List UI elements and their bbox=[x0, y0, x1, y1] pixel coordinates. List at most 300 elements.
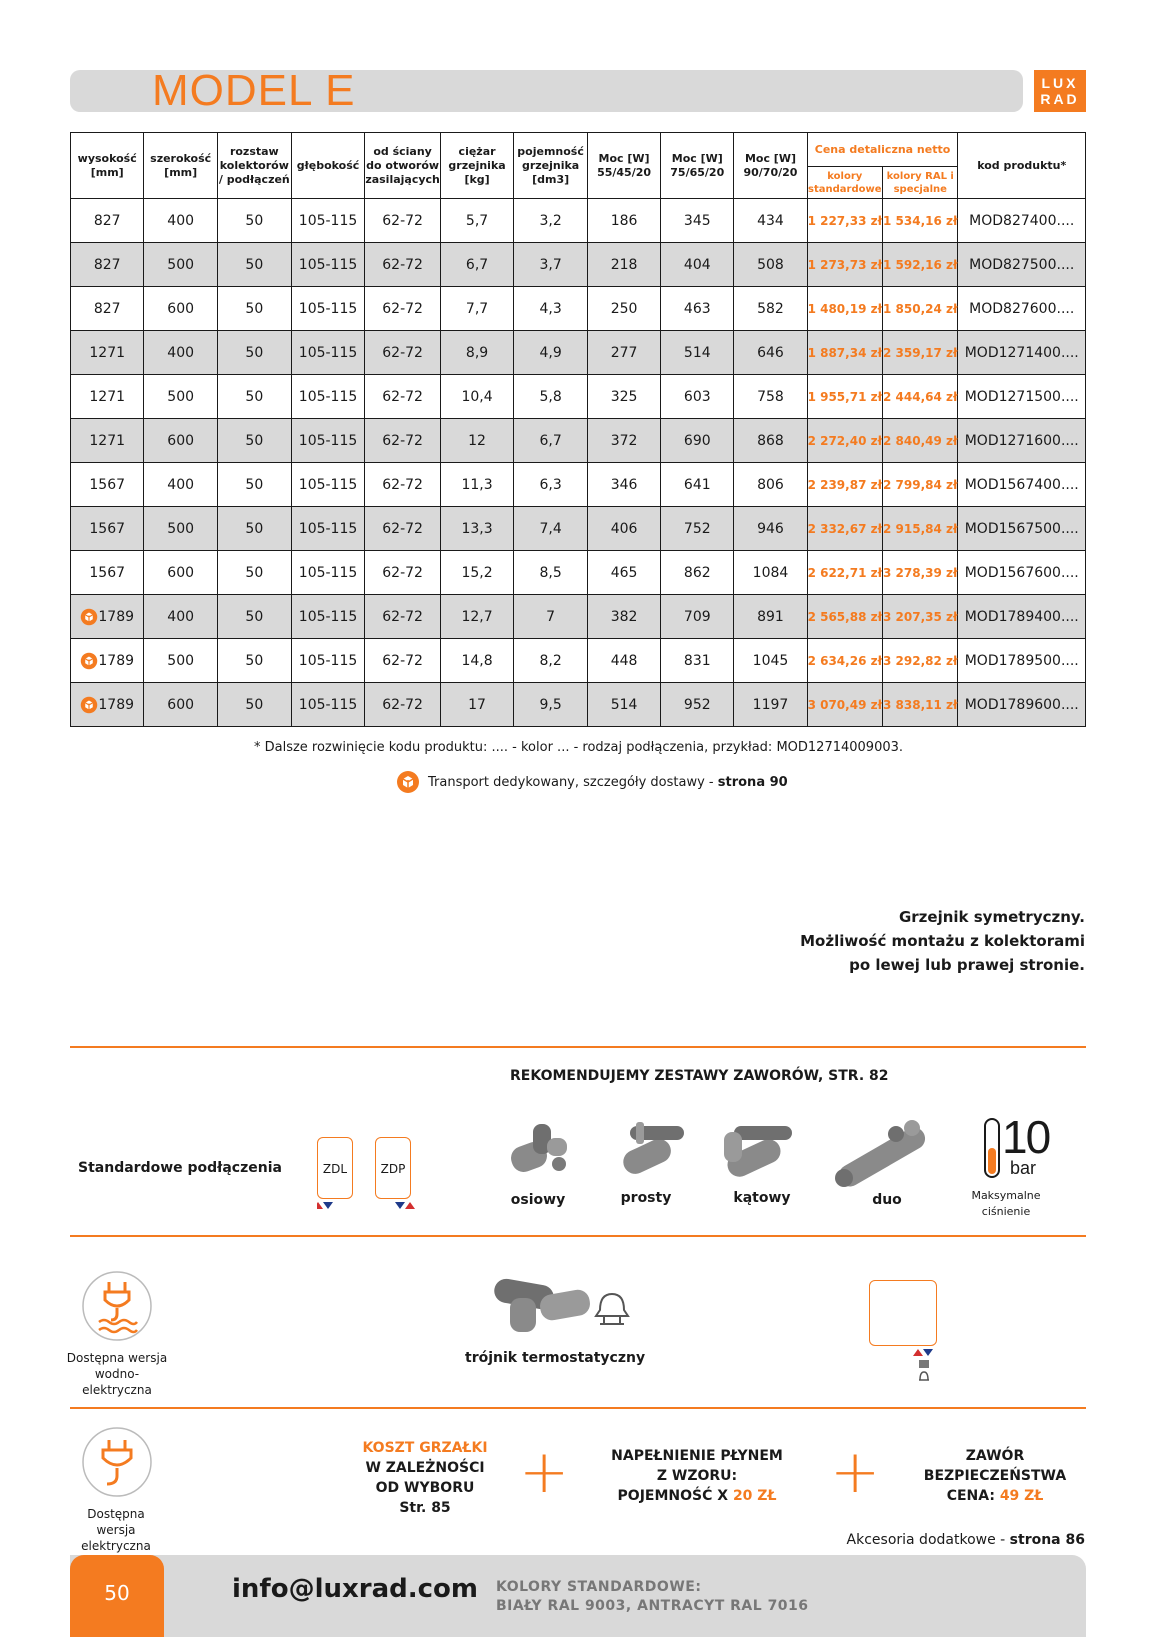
radiator-connection-icon bbox=[913, 1346, 937, 1386]
cell-w-value: 500 bbox=[167, 256, 195, 273]
cell-o-value: 62-72 bbox=[382, 564, 423, 581]
zdl-connection bbox=[317, 1137, 353, 1211]
valve-prosty-label: prosty bbox=[620, 1190, 672, 1206]
cell-o-value: 62-72 bbox=[382, 256, 423, 273]
pressure-caption-2: ciśnienie bbox=[981, 1205, 1031, 1218]
cell-code-value: MOD827600.... bbox=[969, 300, 1075, 317]
cell-c2-value: 3 278,39 zł bbox=[883, 565, 958, 580]
col-capacity: pojemność grzejnika [dm3] bbox=[514, 133, 588, 199]
electric-icon-wrap bbox=[81, 1426, 153, 1502]
cell-code bbox=[958, 243, 1086, 287]
cell-d bbox=[291, 331, 365, 375]
cell-d bbox=[291, 463, 365, 507]
cell-p3 bbox=[734, 551, 807, 595]
cell-c2 bbox=[883, 507, 958, 551]
valve-prosty bbox=[618, 1120, 690, 1186]
cell-o-value: 62-72 bbox=[382, 520, 423, 537]
fill-line1: NAPEŁNIENIE PŁYNEM bbox=[611, 1448, 783, 1464]
cell-p3-value: 946 bbox=[757, 520, 784, 537]
cell-w bbox=[144, 463, 218, 507]
cell-c1 bbox=[807, 683, 882, 727]
cell-h bbox=[71, 595, 144, 639]
cell-c1-value: 2 332,67 zł bbox=[807, 521, 883, 536]
cell-dm-value: 7,4 bbox=[539, 520, 562, 537]
cell-s bbox=[217, 287, 291, 331]
cell-p1 bbox=[587, 331, 660, 375]
cell-s-value: 50 bbox=[245, 608, 264, 625]
radiator-connection bbox=[869, 1280, 937, 1346]
cell-p2-value: 603 bbox=[683, 388, 711, 405]
cell-d bbox=[291, 287, 365, 331]
cell-p2-value: 345 bbox=[683, 212, 711, 229]
cell-o-value: 62-72 bbox=[382, 344, 423, 361]
cell-p3 bbox=[734, 199, 807, 243]
cell-s-value: 50 bbox=[245, 388, 264, 405]
cell-o-value: 62-72 bbox=[382, 212, 423, 229]
cell-h-value: 827 bbox=[93, 300, 121, 317]
cell-o bbox=[365, 331, 441, 375]
cell-kg-value: 7,7 bbox=[465, 300, 489, 317]
cell-p3-value: 1197 bbox=[752, 696, 789, 713]
cell-o bbox=[365, 463, 441, 507]
electric-caption-1: Dostępna wersja bbox=[87, 1507, 145, 1537]
cell-p1-value: 465 bbox=[610, 564, 638, 581]
cell-s bbox=[217, 683, 291, 727]
contact-email[interactable]: info@luxrad.com bbox=[232, 1574, 479, 1604]
cell-o-value: 62-72 bbox=[382, 432, 423, 449]
cell-kg bbox=[440, 419, 513, 463]
cell-dm bbox=[514, 595, 588, 639]
col-code: kod produktu* bbox=[958, 133, 1086, 199]
accessories-page: strona 86 bbox=[1009, 1532, 1085, 1548]
cell-p3 bbox=[734, 419, 807, 463]
cell-kg-value: 10,4 bbox=[461, 388, 493, 405]
heater-cost-page: Str. 85 bbox=[399, 1500, 451, 1516]
cell-s bbox=[217, 199, 291, 243]
cell-c2-value: 1 850,24 zł bbox=[883, 301, 958, 316]
cell-kg bbox=[440, 375, 513, 419]
cell-p3-value: 646 bbox=[757, 344, 784, 361]
cell-c1-value: 3 070,49 zł bbox=[807, 697, 883, 712]
pressure-caption bbox=[966, 1188, 1046, 1220]
cell-c1-value: 2 622,71 zł bbox=[807, 565, 883, 580]
pressure-value: 10 bbox=[1002, 1111, 1050, 1163]
cell-kg bbox=[440, 683, 513, 727]
cell-kg-value: 6,7 bbox=[465, 256, 489, 273]
zdl-label: ZDL bbox=[317, 1137, 353, 1199]
cell-kg bbox=[440, 551, 513, 595]
cell-w-value: 500 bbox=[167, 388, 195, 405]
cell-kg-value: 17 bbox=[468, 696, 486, 713]
cell-d bbox=[291, 375, 365, 419]
cell-c2 bbox=[883, 463, 958, 507]
col-spacing: rozstaw kolektorów / podłączeń bbox=[217, 133, 291, 199]
cell-p1 bbox=[587, 639, 660, 683]
cell-h-value: 827 bbox=[93, 256, 121, 273]
cell-w-value: 600 bbox=[167, 432, 195, 449]
cell-s-value: 50 bbox=[245, 520, 264, 537]
cell-p1-value: 406 bbox=[610, 520, 638, 537]
cell-c1-value: 1 480,19 zł bbox=[807, 301, 883, 316]
accessories-text: Akcesoria dodatkowe - bbox=[846, 1532, 1010, 1548]
cell-s-value: 50 bbox=[245, 256, 264, 273]
cell-c1 bbox=[807, 375, 882, 419]
table-row bbox=[71, 199, 1086, 243]
accessories-note bbox=[847, 1532, 1085, 1548]
cell-d-value: 105-115 bbox=[298, 256, 358, 273]
heater-cost-line3: OD WYBORU bbox=[375, 1480, 475, 1496]
cell-w-value: 400 bbox=[167, 344, 195, 361]
cell-o bbox=[365, 243, 441, 287]
cell-c1 bbox=[807, 331, 882, 375]
cell-kg-value: 13,3 bbox=[461, 520, 493, 537]
cell-p1-value: 277 bbox=[610, 344, 638, 361]
cell-d-value: 105-115 bbox=[298, 212, 358, 229]
cell-o-value: 62-72 bbox=[382, 696, 423, 713]
cell-dm bbox=[514, 287, 588, 331]
cell-o bbox=[365, 595, 441, 639]
cell-code-value: MOD1789400.... bbox=[964, 608, 1079, 625]
cell-c1 bbox=[807, 507, 882, 551]
cell-p3-value: 758 bbox=[757, 388, 784, 405]
cell-kg bbox=[440, 463, 513, 507]
cell-d bbox=[291, 683, 365, 727]
cell-code bbox=[958, 463, 1086, 507]
cell-dm bbox=[514, 199, 588, 243]
cell-w-value: 500 bbox=[167, 652, 195, 669]
cell-s bbox=[217, 243, 291, 287]
cell-o bbox=[365, 419, 441, 463]
cell-code-value: MOD1567400.... bbox=[964, 476, 1079, 493]
cell-kg bbox=[440, 287, 513, 331]
cell-c2 bbox=[883, 683, 958, 727]
cell-o-value: 62-72 bbox=[382, 476, 423, 493]
cell-code-value: MOD1789600.... bbox=[964, 696, 1079, 713]
cell-p3 bbox=[734, 331, 807, 375]
cell-p3-value: 508 bbox=[757, 256, 784, 273]
electric-plug-icon bbox=[81, 1426, 153, 1498]
table-row bbox=[71, 419, 1086, 463]
desc-line-2: Możliwość montażu z kolektorami bbox=[800, 932, 1085, 950]
water-electric-icon bbox=[81, 1270, 153, 1342]
col-weight: ciężar grzejnika [kg] bbox=[440, 133, 513, 199]
cell-p2-value: 690 bbox=[683, 432, 711, 449]
cell-c1-value: 1 273,73 zł bbox=[807, 257, 883, 272]
cell-c2-value: 2 840,49 zł bbox=[883, 433, 958, 448]
cell-s-value: 50 bbox=[245, 696, 264, 713]
table-row bbox=[71, 287, 1086, 331]
cell-code-value: MOD1271500.... bbox=[964, 388, 1079, 405]
cell-s bbox=[217, 331, 291, 375]
cell-s bbox=[217, 639, 291, 683]
divider-1 bbox=[70, 1046, 1086, 1048]
cell-kg-value: 5,7 bbox=[465, 212, 489, 229]
cell-c2 bbox=[883, 639, 958, 683]
cell-p1-value: 372 bbox=[610, 432, 638, 449]
cell-w-value: 400 bbox=[167, 608, 195, 625]
col-wall: od ściany do otworów zasilających bbox=[365, 133, 441, 199]
plus-icon-2: + bbox=[830, 1437, 881, 1507]
fill-price: 20 ZŁ bbox=[732, 1488, 777, 1504]
valve-osiowy bbox=[505, 1120, 575, 1186]
divider-3 bbox=[70, 1407, 1086, 1409]
cell-h bbox=[71, 331, 144, 375]
cell-c1 bbox=[807, 199, 882, 243]
cell-s bbox=[217, 419, 291, 463]
table-row bbox=[71, 507, 1086, 551]
cell-w bbox=[144, 419, 218, 463]
valve-duo-label: duo bbox=[872, 1192, 902, 1208]
cell-p3 bbox=[734, 595, 807, 639]
transport-text: Transport dedykowany, szczegóły dostawy - bbox=[428, 774, 718, 790]
zdp-label: ZDP bbox=[375, 1137, 411, 1199]
table-row bbox=[71, 683, 1086, 727]
cell-p1 bbox=[587, 375, 660, 419]
transport-note bbox=[396, 770, 788, 794]
cell-o-value: 62-72 bbox=[382, 608, 423, 625]
cell-d bbox=[291, 199, 365, 243]
cell-code-value: MOD827500.... bbox=[969, 256, 1075, 273]
cell-o bbox=[365, 507, 441, 551]
cell-s-value: 50 bbox=[245, 432, 264, 449]
cell-dm-value: 7 bbox=[546, 608, 556, 625]
standard-colors-title: KOLORY STANDARDOWE: bbox=[496, 1579, 702, 1595]
cell-d bbox=[291, 551, 365, 595]
cell-dm bbox=[514, 331, 588, 375]
cell-h-value: 1567 bbox=[89, 476, 126, 493]
table-row bbox=[71, 551, 1086, 595]
cell-c2-value: 3 838,11 zł bbox=[883, 697, 958, 712]
standard-colors-values: BIAŁY RAL 9003, ANTRACYT RAL 7016 bbox=[496, 1598, 809, 1614]
zdp-arrows-icon bbox=[375, 1199, 419, 1211]
cell-s-value: 50 bbox=[245, 300, 264, 317]
table-row bbox=[71, 463, 1086, 507]
cell-c1 bbox=[807, 287, 882, 331]
divider-2 bbox=[70, 1235, 1086, 1237]
cell-h bbox=[71, 199, 144, 243]
cell-p3 bbox=[734, 683, 807, 727]
cell-d-value: 105-115 bbox=[298, 652, 358, 669]
cell-o bbox=[365, 639, 441, 683]
luxrad-logo bbox=[1034, 70, 1086, 112]
cell-c2 bbox=[883, 331, 958, 375]
fill-line2: Z WZORU: bbox=[656, 1468, 738, 1484]
cell-dm-value: 4,3 bbox=[539, 300, 562, 317]
valve-prosty-icon bbox=[618, 1120, 690, 1182]
cell-o bbox=[365, 199, 441, 243]
cell-s-value: 50 bbox=[245, 344, 264, 361]
cell-p1-value: 514 bbox=[610, 696, 638, 713]
cell-c2 bbox=[883, 199, 958, 243]
cell-p2 bbox=[661, 595, 734, 639]
transport-icon bbox=[80, 608, 98, 626]
cell-o-value: 62-72 bbox=[382, 388, 423, 405]
cell-s-value: 50 bbox=[245, 564, 264, 581]
cell-p2-value: 952 bbox=[683, 696, 711, 713]
cell-h bbox=[71, 551, 144, 595]
cell-p2-value: 709 bbox=[683, 608, 711, 625]
cell-p2 bbox=[661, 243, 734, 287]
cell-code bbox=[958, 375, 1086, 419]
cell-c2-value: 1 592,16 zł bbox=[883, 257, 958, 272]
cell-dm-value: 5,8 bbox=[539, 388, 562, 405]
cell-s bbox=[217, 463, 291, 507]
cell-c2 bbox=[883, 419, 958, 463]
cell-p1 bbox=[587, 287, 660, 331]
transport-icon bbox=[80, 696, 98, 714]
safety-valve-line3: CENA: bbox=[946, 1488, 1000, 1504]
cell-w bbox=[144, 287, 218, 331]
cell-p1-value: 382 bbox=[610, 608, 638, 625]
cell-p3 bbox=[734, 243, 807, 287]
cell-c2-value: 2 799,84 zł bbox=[883, 477, 958, 492]
cell-o bbox=[365, 287, 441, 331]
cell-p2 bbox=[661, 683, 734, 727]
safety-valve-line1: ZAWÓR bbox=[965, 1448, 1025, 1464]
cell-p3-value: 434 bbox=[757, 212, 784, 229]
standard-connections-label: Standardowe podłączenia bbox=[78, 1160, 282, 1176]
plus-icon-1: + bbox=[519, 1437, 570, 1507]
cell-c1 bbox=[807, 419, 882, 463]
cell-p2 bbox=[661, 463, 734, 507]
cell-o bbox=[365, 551, 441, 595]
cell-h bbox=[71, 639, 144, 683]
code-note: * Dalsze rozwinięcie kodu produktu: .... - kolor ... - rodzaj podłączenia, przykład: MOD12714009003. bbox=[253, 740, 904, 755]
cell-h-value: 1567 bbox=[89, 520, 126, 537]
cell-p2-value: 463 bbox=[683, 300, 711, 317]
cell-p1 bbox=[587, 683, 660, 727]
cell-d-value: 105-115 bbox=[298, 388, 358, 405]
desc-line-3: po lewej lub prawej stronie. bbox=[849, 956, 1085, 974]
recommend-heading: REKOMENDUJEMY ZESTAWY ZAWORÓW, STR. 82 bbox=[510, 1068, 889, 1084]
col-power-1: Moc [W] 55/45/20 bbox=[587, 133, 660, 199]
cell-dm-value: 8,5 bbox=[539, 564, 562, 581]
cell-p3-value: 891 bbox=[757, 608, 784, 625]
cell-dm-value: 6,3 bbox=[539, 476, 562, 493]
cell-w-value: 600 bbox=[167, 300, 195, 317]
cell-h bbox=[71, 243, 144, 287]
heater-cost-line2: W ZALEŻNOŚCI bbox=[365, 1460, 485, 1476]
cell-h-value: 1789 bbox=[98, 608, 135, 625]
page-title: MODEL E bbox=[152, 66, 356, 115]
table-row bbox=[71, 331, 1086, 375]
cell-h-value: 1271 bbox=[89, 388, 126, 405]
cell-kg bbox=[440, 199, 513, 243]
cell-h-value: 1271 bbox=[89, 344, 126, 361]
cell-kg-value: 14,8 bbox=[461, 652, 493, 669]
fill-block bbox=[592, 1446, 802, 1506]
safety-valve-line2: BEZPIECZEŃSTWA bbox=[923, 1468, 1067, 1484]
cell-kg bbox=[440, 331, 513, 375]
safety-valve-price: 49 ZŁ bbox=[999, 1488, 1044, 1504]
col-power-3: Moc [W] 90/70/20 bbox=[734, 133, 807, 199]
cell-h bbox=[71, 683, 144, 727]
cell-dm bbox=[514, 551, 588, 595]
cell-p1-value: 250 bbox=[610, 300, 638, 317]
cell-c1-value: 1 955,71 zł bbox=[807, 389, 883, 404]
electric-caption-2: elektryczna bbox=[81, 1539, 151, 1553]
cell-dm bbox=[514, 507, 588, 551]
cell-w-value: 500 bbox=[167, 520, 195, 537]
cell-code-value: MOD1271400.... bbox=[964, 344, 1079, 361]
cell-c1-value: 2 565,88 zł bbox=[807, 609, 883, 624]
cell-h bbox=[71, 375, 144, 419]
pressure-unit: bar bbox=[1010, 1158, 1037, 1178]
cell-s bbox=[217, 551, 291, 595]
cell-w-value: 600 bbox=[167, 696, 195, 713]
cell-c2 bbox=[883, 287, 958, 331]
cell-c2-value: 2 359,17 zł bbox=[883, 345, 958, 360]
cell-code bbox=[958, 507, 1086, 551]
cell-code bbox=[958, 331, 1086, 375]
col-price-std: kolory standardowe bbox=[807, 167, 882, 199]
cell-p1-value: 448 bbox=[610, 652, 638, 669]
table-row bbox=[71, 243, 1086, 287]
cell-p3 bbox=[734, 507, 807, 551]
heater-cost-block bbox=[340, 1438, 510, 1518]
fill-line3: POJEMNOŚĆ X bbox=[617, 1488, 733, 1504]
cell-dm bbox=[514, 463, 588, 507]
cell-h-value: 827 bbox=[93, 212, 121, 229]
cell-p2-value: 404 bbox=[683, 256, 711, 273]
page-number: 50 bbox=[70, 1555, 164, 1637]
cell-p2 bbox=[661, 375, 734, 419]
col-height: wysokość [mm] bbox=[71, 133, 144, 199]
product-table bbox=[70, 132, 1086, 727]
cell-w-value: 600 bbox=[167, 564, 195, 581]
cell-code bbox=[958, 639, 1086, 683]
cell-o bbox=[365, 683, 441, 727]
cell-s bbox=[217, 595, 291, 639]
water-electric-icon-wrap bbox=[81, 1270, 153, 1346]
cell-c1-value: 2 239,87 zł bbox=[807, 477, 883, 492]
cell-c2 bbox=[883, 375, 958, 419]
cell-dm bbox=[514, 683, 588, 727]
valve-katowy-icon bbox=[718, 1120, 802, 1182]
transport-icon bbox=[396, 770, 420, 794]
cell-h-value: 1271 bbox=[89, 432, 126, 449]
cell-d-value: 105-115 bbox=[298, 520, 358, 537]
cell-c2-value: 1 534,16 zł bbox=[883, 213, 958, 228]
cell-c1 bbox=[807, 463, 882, 507]
cell-h bbox=[71, 463, 144, 507]
cell-code-value: MOD827400.... bbox=[969, 212, 1075, 229]
cell-p3-value: 868 bbox=[757, 432, 784, 449]
cell-w bbox=[144, 375, 218, 419]
cell-kg-value: 12 bbox=[468, 432, 486, 449]
cell-dm bbox=[514, 419, 588, 463]
cell-code bbox=[958, 199, 1086, 243]
cell-p3-value: 1045 bbox=[752, 652, 789, 669]
heater-cost-title: KOSZT GRZAŁKI bbox=[362, 1440, 488, 1456]
cell-code bbox=[958, 419, 1086, 463]
cell-p1-value: 218 bbox=[610, 256, 638, 273]
cell-p1 bbox=[587, 507, 660, 551]
valve-osiowy-icon bbox=[505, 1120, 575, 1182]
cell-o bbox=[365, 375, 441, 419]
cell-kg-value: 11,3 bbox=[461, 476, 493, 493]
cell-d-value: 105-115 bbox=[298, 344, 358, 361]
cell-c2-value: 2 915,84 zł bbox=[883, 521, 958, 536]
cell-code bbox=[958, 287, 1086, 331]
cell-dm-value: 4,9 bbox=[539, 344, 562, 361]
cell-code bbox=[958, 595, 1086, 639]
cell-c1-value: 2 634,26 zł bbox=[807, 653, 883, 668]
cell-dm-value: 6,7 bbox=[539, 432, 562, 449]
cell-h-value: 1789 bbox=[98, 652, 135, 669]
cell-p1-value: 325 bbox=[610, 388, 638, 405]
cell-p3-value: 1084 bbox=[752, 564, 789, 581]
